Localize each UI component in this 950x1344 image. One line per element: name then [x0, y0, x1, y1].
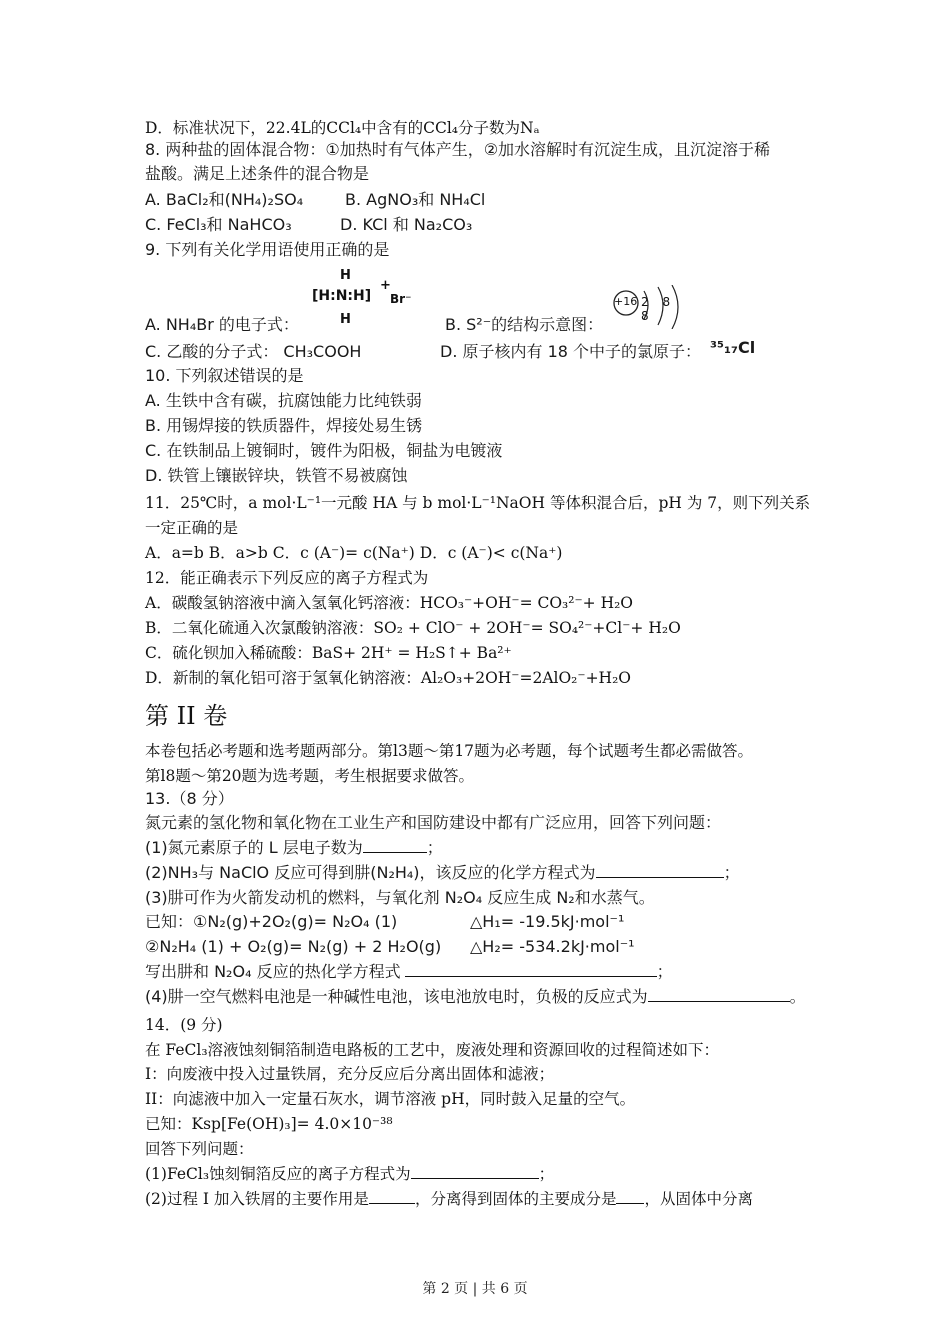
q13-part3: (3)肼可作为火箭发动机的燃料，与氧化剂 N₂O₄ 反应生成 N₂和水蒸气。 — [145, 888, 655, 907]
h-bottom: H — [340, 312, 351, 327]
q14-ksp: 已知：Ksp[Fe(OH)₃]= 4.0×10⁻³⁸ — [145, 1115, 393, 1133]
charge-plus: + — [380, 278, 391, 293]
q11-options: A．a=b B．a>b C．c (A⁻)= c(Na⁺) D．c (A⁻)< c(Na⁺) — [145, 544, 563, 562]
q14-part2-text-b: ，分离得到固体的主要成分是 — [414, 1190, 617, 1208]
answer-blank-13-4[interactable] — [648, 987, 790, 1002]
ammonium-core: [H:N:H] — [312, 288, 372, 304]
q13-part4 — [145, 987, 806, 1007]
q8-stem-line2: 盐酸。满足上述条件的混合物是 — [145, 164, 370, 183]
q8-option-c: C. FeCl₃和 NaHCO₃ — [145, 215, 292, 234]
part-two-title: 第 II 卷 — [145, 702, 228, 730]
q13-delta-h1: △H₁= -19.5kJ·mol⁻¹ — [470, 912, 625, 931]
q10-option-b: B. 用锡焊接的铁质器件，焊接处易生锈 — [145, 416, 423, 435]
q14-part1-text: (1)FeCl₃蚀刻铜箔反应的离子方程式为 — [145, 1165, 411, 1183]
q9-option-b: B. S²⁻的结构示意图： — [445, 315, 604, 334]
answer-blank-13-3[interactable] — [405, 962, 657, 977]
answer-blank-14-2b[interactable] — [616, 1189, 644, 1204]
answer-blank-14-1[interactable] — [411, 1164, 539, 1179]
ammonium-bromide-electron-formula — [312, 268, 422, 332]
q13-part4-end: 。 — [789, 987, 806, 1006]
q13-stem: 氮元素的氢化物和氧化物在工业生产和国防建设中都有广泛应用，回答下列问题： — [145, 813, 722, 832]
part-two-intro-line1: 本卷包括必考题和选考题两部分。第l3题～第17题为必考题，每个试题考生都必需做答。 — [145, 742, 754, 760]
q9-option-d: D. 原子核内有 18 个中子的氯原子： — [440, 342, 702, 361]
q12-option-d: D．新制的氧化铝可溶于氢氧化钠溶液：Al₂O₃+2OH⁻=2AlO₂⁻+H₂O — [145, 669, 631, 687]
q9-option-c: C. 乙酸的分子式： CH₃COOH — [145, 342, 362, 361]
answer-blank-13-1[interactable] — [363, 838, 427, 853]
q13-part1-end: ； — [426, 838, 443, 857]
q12-stem: 12．能正确表示下列反应的离子方程式为 — [145, 569, 429, 587]
q12-option-c: C．硫化钡加入稀硫酸：BaS+ 2H⁺ = H₂S↑+ Ba²⁺ — [145, 644, 512, 662]
q9-option-a: A. NH₄Br 的电子式： — [145, 315, 299, 334]
q14-part2-text-a: (2)过程 I 加入铁屑的主要作用是 — [145, 1190, 369, 1208]
bromide-ion: Br⁻ — [390, 292, 412, 306]
q14-stem: 在 FeCl₃溶液蚀刻铜箔制造电路板的工艺中，废液处理和资源回收的过程简述如下： — [145, 1041, 720, 1059]
q13-heading: 13.（8 分） — [145, 789, 234, 808]
q10-option-d: D. 铁管上镶嵌锌块，铁管不易被腐蚀 — [145, 466, 408, 485]
q13-part2-end: ； — [723, 863, 740, 882]
q14-part1-end: ； — [538, 1165, 555, 1183]
q8-stem-line1: 8. 两种盐的固体混合物：①加热时有气体产生，②加水溶解时有沉淀生成，且沉淀溶于稀 — [145, 140, 771, 159]
q8-option-a: A. BaCl₂和(NH₄)₂SO₄ — [145, 190, 304, 209]
page-footer: 第 2 页 | 共 6 页 — [422, 1281, 528, 1297]
q13-known-eq1: 已知：①N₂(g)+2O₂(g)= N₂O₄ (1) — [145, 912, 398, 931]
q12-option-b: B．二氧化硫通入次氯酸钠溶液：SO₂ + ClO⁻ + 2OH⁻= SO₄²⁻+Cl⁻+ H₂O — [145, 619, 681, 637]
q10-option-c: C. 在铁制品上镀铜时，镀件为阳极，铜盐为电镀液 — [145, 441, 503, 460]
q13-part2-text: (2)NH₃与 NaClO 反应可得到肼(N₂H₄)，该反应的化学方程式为 — [145, 863, 596, 882]
q13-part4-text: (4)肼一空气燃料电池是一种碱性电池，该电池放电时，负极的反应式为 — [145, 987, 648, 1006]
q7-option-d: D．标准状况下，22.4L的CCl₄中含有的CCl₄分子数为Nₐ — [145, 119, 540, 137]
q13-write-end: ； — [656, 962, 673, 981]
q13-delta-h2: △H₂= -534.2kJ·mol⁻¹ — [470, 937, 635, 956]
h-top: H — [340, 268, 351, 283]
q13-part2 — [145, 863, 740, 883]
chlorine-nuclide: ³⁵₁₇Cl — [710, 338, 756, 357]
q13-part1 — [145, 838, 443, 858]
q10-stem: 10. 下列叙述错误的是 — [145, 366, 304, 385]
q11-stem-line1: 11．25℃时，a mol·L⁻¹一元酸 HA 与 b mol·L⁻¹NaOH 等体积混合后，pH 为 7，则下列关系 — [145, 494, 811, 512]
q13-known-eq2: ②N₂H₄ (1) + O₂(g)= N₂(g) + 2 H₂O(g) — [145, 937, 442, 956]
q14-part2-text-c: ，从固体中分离 — [644, 1190, 753, 1208]
q9-stem: 9. 下列有关化学用语使用正确的是 — [145, 240, 390, 259]
q14-part2 — [145, 1189, 753, 1209]
electron-shells: 2 8 8 — [641, 295, 676, 323]
q13-part1-text: (1)氮元素原子的 L 层电子数为 — [145, 838, 363, 857]
q14-step1: I：向废液中投入过量铁屑，充分反应后分离出固体和滤液； — [145, 1065, 555, 1083]
q13-write-text: 写出肼和 N₂O₄ 反应的热化学方程式 — [145, 962, 401, 981]
q10-option-a: A. 生铁中含有碳，抗腐蚀能力比纯铁弱 — [145, 391, 422, 410]
nucleus-charge: +16 — [614, 295, 638, 308]
q13-write-equation — [145, 962, 673, 982]
q11-stem-line2: 一定正确的是 — [145, 519, 239, 537]
q12-option-a: A．碳酸氢钠溶液中滴入氢氧化钙溶液：HCO₃⁻+OH⁻= CO₃²⁻+ H₂O — [145, 594, 634, 612]
sulfide-ion-structure-diagram — [612, 285, 692, 329]
answer-blank-14-2a[interactable] — [369, 1189, 415, 1204]
q8-option-d: D. KCl 和 Na₂CO₃ — [340, 215, 473, 234]
q14-heading: 14．(9 分) — [145, 1016, 223, 1034]
q14-part1 — [145, 1164, 554, 1184]
q8-option-b: B. AgNO₃和 NH₄Cl — [345, 190, 486, 209]
answer-blank-13-2[interactable] — [596, 863, 724, 878]
q14-step2: II：向滤液中加入一定量石灰水，调节溶液 pH，同时鼓入足量的空气。 — [145, 1090, 636, 1108]
q14-answer-prompt: 回答下列问题： — [145, 1140, 254, 1158]
part-two-intro-line2: 第l8题～第20题为选考题，考生根据要求做答。 — [145, 767, 475, 785]
